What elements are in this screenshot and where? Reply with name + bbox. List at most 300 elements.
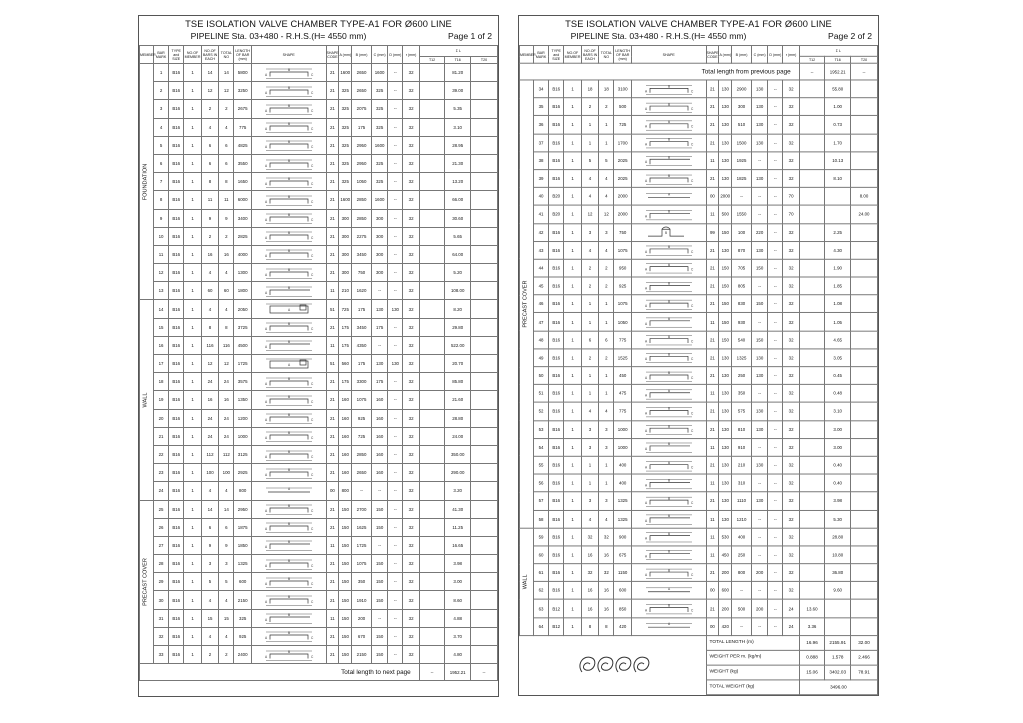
bar-shape-diagram (251, 336, 326, 354)
svg-text:B: B (287, 522, 290, 527)
dim-b: 2850 (352, 445, 372, 463)
svg-text:A: A (644, 411, 647, 416)
len-t12 (799, 152, 825, 170)
shape-code: 21 (326, 518, 339, 536)
bend-radius: 32 (783, 80, 799, 98)
dim-b: -- (732, 582, 752, 600)
dim-d: -- (768, 546, 783, 564)
len-t20 (471, 427, 498, 445)
len-t12 (419, 191, 445, 209)
bar-shape-diagram (631, 313, 706, 331)
bar-shape-diagram (251, 427, 326, 445)
table-row (520, 385, 878, 403)
len-t16: 10.80 (825, 546, 851, 564)
len-t20 (471, 464, 498, 482)
dim-c: 150 (371, 627, 387, 645)
dim-a: 325 (339, 118, 352, 136)
len-t16: 1.08 (825, 295, 851, 313)
len-t12 (799, 98, 825, 116)
no-of-member: 1 (184, 282, 201, 300)
svg-text:B: B (287, 613, 290, 618)
dim-b: -- (352, 482, 372, 500)
bar-shape-diagram (251, 82, 326, 100)
total-no: 1 (599, 385, 614, 403)
no-of-member: 1 (564, 546, 581, 564)
dim-b: 200 (352, 609, 372, 627)
len-t16: 28.80 (825, 528, 851, 546)
table-row (140, 409, 498, 427)
len-t12 (799, 170, 825, 188)
total-no: 4 (599, 170, 614, 188)
len-t20: 24.00 (851, 205, 878, 223)
shape-code: 21 (706, 367, 719, 385)
shape-code: 21 (326, 173, 339, 191)
len-t16 (825, 205, 851, 223)
bar-mark: 60 (533, 546, 548, 564)
dim-a: 530 (719, 528, 732, 546)
bar-shape-diagram (631, 277, 706, 295)
dim-c: 160 (371, 445, 387, 463)
len-t12 (799, 438, 825, 456)
svg-text:A: A (644, 250, 647, 255)
len-t16: 3.20 (445, 482, 471, 500)
total-no: 3 (219, 555, 234, 573)
bar-shape-diagram (631, 456, 706, 474)
no-of-bars-each: 12 (201, 82, 218, 100)
bend-radius: 32 (403, 245, 419, 263)
table-row (520, 152, 878, 170)
svg-text:B: B (667, 102, 670, 107)
bar-shape-diagram (251, 318, 326, 336)
svg-text:B: B (667, 370, 670, 375)
bar-shape-diagram (631, 331, 706, 349)
dim-b: 175 (352, 300, 372, 318)
table-row (520, 582, 878, 600)
dim-b: 250 (732, 367, 752, 385)
len-t20 (471, 300, 498, 318)
bar-type: B16 (549, 367, 564, 385)
svg-text:A: A (264, 218, 267, 223)
len-t12 (419, 64, 445, 82)
bar-shape-diagram (251, 646, 326, 664)
dim-a: 1600 (339, 64, 352, 82)
bar-length: 900 (614, 528, 631, 546)
svg-text:A: A (644, 465, 647, 470)
bar-shape-diagram (631, 492, 706, 510)
len-t20 (471, 82, 498, 100)
no-of-member: 1 (184, 373, 201, 391)
len-t16: 3.98 (445, 555, 471, 573)
len-t12 (419, 227, 445, 245)
bar-mark: 20 (153, 409, 168, 427)
svg-text:B: B (667, 388, 670, 393)
bend-radius: 32 (403, 264, 419, 282)
bar-type: B16 (549, 438, 564, 456)
dim-b: 910 (732, 438, 752, 456)
bar-length: 1000 (614, 420, 631, 438)
dim-d: -- (768, 402, 783, 420)
svg-text:A: A (644, 178, 647, 183)
len-t16: 0.40 (825, 456, 851, 474)
dim-d: -- (388, 373, 403, 391)
bend-radius: 32 (403, 318, 419, 336)
len-t12 (799, 134, 825, 152)
total-no: 24 (219, 409, 234, 427)
len-t12 (799, 510, 825, 528)
len-t12 (419, 282, 445, 300)
bar-length: 3250 (234, 82, 251, 100)
dim-c: 325 (371, 118, 387, 136)
len-t12 (799, 116, 825, 134)
total-no: 60 (219, 282, 234, 300)
bar-mark: 59 (533, 528, 548, 546)
dim-d: -- (768, 223, 783, 241)
dim-c: 175 (371, 318, 387, 336)
bar-shape-diagram (251, 500, 326, 518)
no-of-member: 1 (184, 209, 201, 227)
dim-b: 705 (732, 259, 752, 277)
weight-per-m-row-t16: 1.578 (825, 650, 851, 665)
total-to-next-page-t16: 1952.21 (445, 664, 471, 681)
bar-length: 850 (614, 600, 631, 618)
dim-a: 150 (719, 331, 732, 349)
len-t12 (419, 391, 445, 409)
bar-mark: 24 (153, 482, 168, 500)
svg-text:C: C (690, 106, 694, 111)
bar-shape-diagram (631, 349, 706, 367)
header-b: B (mm) (352, 46, 372, 64)
len-t16: 0.40 (825, 474, 851, 492)
total-no: 16 (219, 245, 234, 263)
table-row (520, 134, 878, 152)
bar-type: B16 (169, 282, 184, 300)
dim-b: 1550 (732, 205, 752, 223)
svg-text:C: C (690, 250, 694, 255)
bar-shape-diagram (251, 555, 326, 573)
bar-type: B12 (549, 617, 564, 635)
svg-text:C: C (310, 72, 314, 77)
no-of-bars-each: 15 (201, 609, 218, 627)
svg-text:B: B (287, 340, 290, 345)
bar-mark: 32 (153, 627, 168, 645)
header-d: D (mm) (768, 45, 783, 63)
bar-shape-diagram (251, 154, 326, 172)
len-t16: 108.00 (445, 282, 471, 300)
total-weight-row-label: TOTAL WEIGHT (kg) (706, 680, 799, 695)
table-row (140, 282, 498, 300)
dim-d: -- (388, 336, 403, 354)
shape-code: 51 (326, 355, 339, 373)
len-t20 (851, 223, 878, 241)
len-t12 (419, 245, 445, 263)
bend-radius: 32 (783, 152, 799, 170)
header-sum-l: Σ L (419, 46, 497, 57)
shape-code: 21 (326, 245, 339, 263)
total-no: 1 (599, 313, 614, 331)
dim-b: 175 (352, 355, 372, 373)
table-row (520, 349, 878, 367)
len-t12 (419, 209, 445, 227)
svg-text:C: C (310, 454, 314, 459)
bar-mark: 53 (533, 420, 548, 438)
dim-b: 2650 (352, 82, 372, 100)
len-t20 (471, 173, 498, 191)
len-t16: 36.80 (825, 564, 851, 582)
bar-type: B16 (549, 80, 564, 98)
len-t12 (799, 582, 825, 600)
bend-radius: 32 (403, 500, 419, 518)
no-of-bars-each: 112 (201, 445, 218, 463)
bar-length: 1075 (614, 241, 631, 259)
svg-text:A: A (644, 160, 647, 165)
dim-a: 175 (339, 336, 352, 354)
dim-c: 130 (751, 98, 767, 116)
svg-text:A: A (644, 268, 647, 273)
shape-code: 00 (706, 187, 719, 205)
no-of-bars-each: 2 (201, 100, 218, 118)
bar-length: 1525 (614, 349, 631, 367)
total-no: 4 (219, 482, 234, 500)
header-shape-code: SHAPE CODE (326, 46, 339, 64)
svg-text:B: B (287, 231, 290, 236)
dim-d: -- (388, 82, 403, 100)
bar-shape-diagram (631, 385, 706, 403)
bar-mark: 38 (533, 152, 548, 170)
bar-length: 2000 (614, 187, 631, 205)
bend-radius: 32 (403, 118, 419, 136)
bar-shape-diagram (251, 391, 326, 409)
dim-a: 150 (719, 313, 732, 331)
bend-radius: 32 (403, 391, 419, 409)
dim-d: -- (388, 536, 403, 554)
bar-type: B16 (169, 445, 184, 463)
dim-d: -- (768, 420, 783, 438)
bar-type: B16 (169, 646, 184, 664)
weight-row-t16: 3402.03 (825, 665, 851, 680)
bend-radius: 32 (403, 191, 419, 209)
bend-radius: 32 (783, 420, 799, 438)
bar-mark: 15 (153, 318, 168, 336)
total-no: 3 (599, 420, 614, 438)
total-no: 1 (599, 367, 614, 385)
bar-type: B16 (549, 152, 564, 170)
weight-row-t20: 78.91 (851, 665, 878, 680)
no-of-bars-each: 16 (581, 582, 598, 600)
bar-mark: 27 (153, 536, 168, 554)
dim-a: 600 (719, 582, 732, 600)
total-length-row-label: TOTAL LENGTH (m) (706, 635, 799, 650)
bar-mark: 45 (533, 277, 548, 295)
len-t16: 24.00 (445, 427, 471, 445)
weight-per-m-row-label: WEIGHT PER m. (kg/m) (706, 650, 799, 665)
table-row (520, 367, 878, 385)
bend-radius: 32 (403, 336, 419, 354)
dim-d: -- (388, 500, 403, 518)
len-t12 (419, 518, 445, 536)
dim-c: -- (751, 474, 767, 492)
table-row (520, 420, 878, 438)
no-of-bars-each: 60 (201, 282, 218, 300)
summary-spacer (520, 680, 707, 695)
len-t16: 1.85 (825, 277, 851, 295)
dim-c: -- (751, 313, 767, 331)
no-of-bars-each: 14 (201, 500, 218, 518)
table-row (140, 518, 498, 536)
svg-text:B: B (287, 213, 290, 218)
dim-d: -- (768, 98, 783, 116)
total-no: 16 (599, 546, 614, 564)
bar-shape-diagram (251, 609, 326, 627)
svg-text:B: B (667, 84, 670, 89)
svg-text:A: A (264, 600, 267, 605)
len-t16: 2.25 (825, 223, 851, 241)
svg-text:C: C (310, 181, 314, 186)
dim-b: 1910 (352, 591, 372, 609)
dim-c: 220 (751, 223, 767, 241)
bar-type: B12 (549, 600, 564, 618)
dim-c: 130 (751, 170, 767, 188)
dim-d: -- (768, 510, 783, 528)
member-group-name: PRECAST COVER (522, 280, 529, 328)
dim-b: 350 (732, 385, 752, 403)
dim-d: -- (768, 259, 783, 277)
dim-c: 1600 (371, 136, 387, 154)
total-no: 4 (599, 241, 614, 259)
len-t16: 16.65 (445, 536, 471, 554)
len-t12 (419, 609, 445, 627)
bend-radius: 32 (403, 173, 419, 191)
total-no: 24 (219, 427, 234, 445)
dim-b: 830 (732, 295, 752, 313)
no-of-member: 1 (564, 349, 581, 367)
bar-shape-diagram (631, 152, 706, 170)
table-row (520, 438, 878, 456)
header-d: D (mm) (388, 46, 403, 64)
bend-radius: 32 (783, 528, 799, 546)
bar-shape-diagram (251, 482, 326, 500)
bar-shape-diagram (631, 474, 706, 492)
total-no: 4 (219, 627, 234, 645)
no-of-member: 1 (564, 492, 581, 510)
len-t12 (419, 154, 445, 172)
dim-c: -- (371, 482, 387, 500)
dim-c: -- (371, 336, 387, 354)
table-row (140, 209, 498, 227)
dim-b: 510 (732, 116, 752, 134)
no-of-member: 1 (564, 331, 581, 349)
dim-c: 160 (371, 427, 387, 445)
no-of-member: 1 (564, 134, 581, 152)
len-t20 (471, 191, 498, 209)
bar-mark: 28 (153, 555, 168, 573)
no-of-bars-each: 2 (201, 646, 218, 664)
no-of-bars-each: 3 (581, 438, 598, 456)
shape-code: 21 (326, 154, 339, 172)
table-row (520, 187, 878, 205)
svg-text:A: A (644, 106, 647, 111)
total-no: 1 (599, 116, 614, 134)
len-t20 (851, 510, 878, 528)
len-t16: 11.25 (445, 518, 471, 536)
svg-text:C: C (310, 254, 314, 259)
bar-type: B16 (549, 116, 564, 134)
no-of-member: 1 (564, 170, 581, 188)
bar-mark: 57 (533, 492, 548, 510)
len-t12 (799, 420, 825, 438)
len-t20 (851, 600, 878, 618)
table-row (520, 331, 878, 349)
len-t20 (471, 500, 498, 518)
shape-code: 21 (326, 573, 339, 591)
shape-code: 00 (706, 582, 719, 600)
header-a: A (mm) (339, 46, 352, 64)
svg-text:B: B (667, 550, 670, 554)
bar-shape-diagram (251, 373, 326, 391)
dim-d: -- (768, 134, 783, 152)
bar-shape-diagram (251, 409, 326, 427)
bar-type: B16 (169, 300, 184, 318)
bar-type: B16 (549, 241, 564, 259)
bar-type: B16 (169, 355, 184, 373)
bend-radius: 32 (783, 349, 799, 367)
bar-mark: 61 (533, 564, 548, 582)
bar-shape-diagram (251, 518, 326, 536)
dim-c: -- (751, 528, 767, 546)
svg-text:C: C (690, 608, 694, 613)
len-t16: 66.00 (445, 191, 471, 209)
bar-type: B16 (169, 64, 184, 82)
no-of-member: 1 (184, 609, 201, 627)
bar-shape-diagram (631, 170, 706, 188)
bar-type: B16 (169, 336, 184, 354)
dim-c: 175 (371, 373, 387, 391)
bar-length: 725 (614, 116, 631, 134)
svg-text:C: C (310, 108, 314, 113)
shape-code: 21 (706, 80, 719, 98)
header-type-size: TYPE and SIZE (549, 45, 564, 63)
svg-text:B: B (287, 104, 290, 109)
bar-shape-diagram (631, 205, 706, 223)
total-length-row (520, 635, 878, 650)
table-row (140, 245, 498, 263)
total-no: 6 (219, 518, 234, 536)
header-r: r (mm) (783, 45, 799, 63)
bar-shape-diagram (631, 223, 706, 241)
svg-text:A: A (644, 608, 647, 613)
table-row (520, 313, 878, 331)
no-of-member: 1 (184, 118, 201, 136)
no-of-bars-each: 4 (201, 591, 218, 609)
no-of-bars-each: 1 (581, 385, 598, 403)
no-of-member: 1 (564, 205, 581, 223)
shape-code: 21 (326, 391, 339, 409)
bend-radius: 32 (783, 313, 799, 331)
dim-d: -- (768, 456, 783, 474)
bar-type: B16 (169, 136, 184, 154)
dim-b: 750 (352, 264, 372, 282)
dim-b: 1825 (732, 170, 752, 188)
bend-radius: 32 (783, 456, 799, 474)
bar-mark: 1 (153, 64, 168, 82)
dim-b: 3450 (352, 318, 372, 336)
no-of-member: 1 (184, 227, 201, 245)
no-of-bars-each: 2 (581, 98, 598, 116)
total-from-previous-page-t20: -- (851, 63, 878, 80)
len-t20 (851, 259, 878, 277)
member-group-label (140, 500, 154, 664)
total-no: 5 (219, 573, 234, 591)
bar-mark: 16 (153, 336, 168, 354)
